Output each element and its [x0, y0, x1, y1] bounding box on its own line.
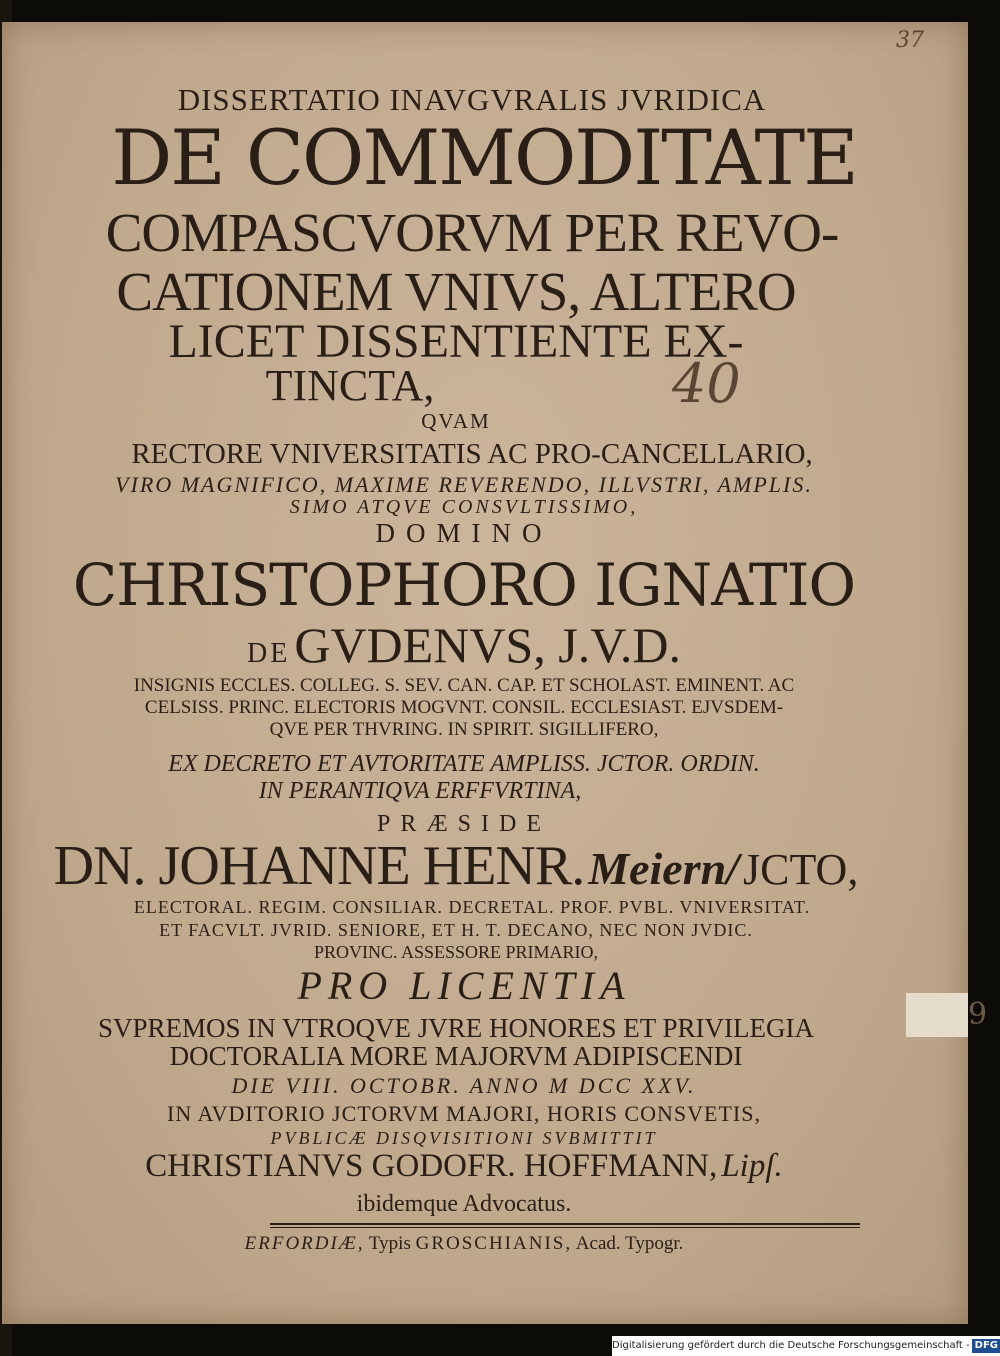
- respondent-name: CHRISTIANVS GODOFR. HOFFMANN,: [145, 1148, 718, 1184]
- advocatus-line: ibidemque Advocatus.: [356, 1191, 572, 1217]
- respondent-city: Lipſ.: [721, 1148, 783, 1184]
- corner-mark: 37: [896, 28, 924, 53]
- praeses-name: DN. JOHANNE HENR.: [53, 835, 585, 897]
- praeses-name-line: [0, 835, 956, 897]
- domino-line: DOMINO: [375, 518, 553, 548]
- viro-line: VIRO MAGNIFICO, MAXIME REVERENDO, ILLVSTRI, AMPLIS.: [115, 472, 813, 497]
- licentia-line: PRO LICENTIA: [297, 963, 631, 1008]
- imprint-acad: Acad. Typogr.: [575, 1233, 684, 1254]
- imprint-rule-top: [270, 1223, 860, 1225]
- simo-line: SIMO ATQVE CONSVLTISSIMO,: [289, 496, 639, 518]
- gudenus-name: GVDENVS, J.V.D.: [294, 617, 681, 673]
- disquisitioni-line: PVBLICÆ DISQVISITIONI SVBMITTIT: [270, 1128, 658, 1148]
- praeses-title: JCTO,: [742, 845, 859, 894]
- main-title: DE COMMODITATE: [111, 113, 857, 202]
- praeses-surname: Meiern/: [588, 843, 739, 894]
- perantiqua-line: IN PERANTIQVA ERFFVRTINA,: [258, 778, 582, 804]
- title-line-3: COMPASCVORVM PER REVO-: [105, 202, 839, 263]
- dfg-footer: [612, 1336, 1000, 1356]
- imprint-printer: GROSCHIANIS,: [415, 1233, 573, 1254]
- dissertation-heading: DISSERTATIO INAVGVRALIS JVRIDICA: [177, 82, 767, 117]
- date-line: DIE VIII. OCTOBR. ANNO M DCC XXV.: [231, 1073, 697, 1098]
- tab-number: 9: [968, 997, 988, 1032]
- imprint-rule-bottom: [270, 1227, 860, 1228]
- thuring-line: QVE PER THVRING. IN SPIRIT. SIGILLIFERO,: [269, 719, 659, 740]
- title-line-6: TINCTA,: [265, 361, 435, 410]
- name-line: CHRISTOPHORO IGNATIO: [72, 551, 856, 619]
- title-line-5: LICET DISSENTIENTE EX-: [168, 315, 744, 368]
- insignis-line: INSIGNIS ECCLES. COLLEG. S. SEV. CAN. CAP. ET SCHOLAST. EMINENT. AC: [133, 675, 795, 696]
- electoral-line: ELECTORAL. REGIM. CONSILIAR. DECRETAL. PROF. PVBL. VNIVERSITAT.: [133, 897, 811, 917]
- supremos-line: SVPREMOS IN VTROQVE JVRE HONORES ET PRIVILEGIA: [97, 1013, 815, 1043]
- decreto-line: EX DECRETO ET AVTORITATE AMPLISS. JCTOR. ORDIN.: [168, 751, 760, 777]
- dfg-logo-icon: DFG: [972, 1339, 1000, 1353]
- celsiss-line: CELSISS. PRINC. ELECTORIS MOGVNT. CONSIL. ECCLESIAST. EJVSDEM-: [144, 697, 784, 718]
- title-line-4: CATIONEM VNIVS, ALTERO: [116, 261, 796, 322]
- facult-line: ET FACVLT. JVRID. SENIORE, ET H. T. DECANO, NEC NON JVDIC.: [159, 920, 753, 940]
- de-word: DE: [247, 638, 291, 669]
- respondent-line: [0, 1150, 964, 1183]
- praeside-line: PRÆSIDE: [376, 811, 552, 837]
- doctoralia-line: DOCTORALIA MORE MAJORVM ADIPISCENDI: [169, 1041, 743, 1071]
- auditorio-line: IN AVDITORIO JCTORVM MAJORI, HORIS CONSVETIS,: [167, 1101, 761, 1126]
- handwritten-mark: 40: [672, 352, 741, 415]
- gudenus-line: [0, 617, 964, 673]
- imprint-city: ERFORDIÆ,: [244, 1233, 365, 1254]
- rectore-line: RECTORE VNIVERSITATIS AC PRO-CANCELLARIO,: [131, 438, 813, 470]
- quam-line: QVAM: [421, 409, 491, 433]
- provinc-line: PROVINC. ASSESSORE PRIMARIO,: [313, 942, 599, 962]
- imprint-typis: Typis: [368, 1233, 411, 1254]
- imprint-line: [0, 1234, 964, 1253]
- footer-text: Digitalisierung gefördert durch die Deutsche Forschungsgemeinschaft -: [612, 1340, 970, 1351]
